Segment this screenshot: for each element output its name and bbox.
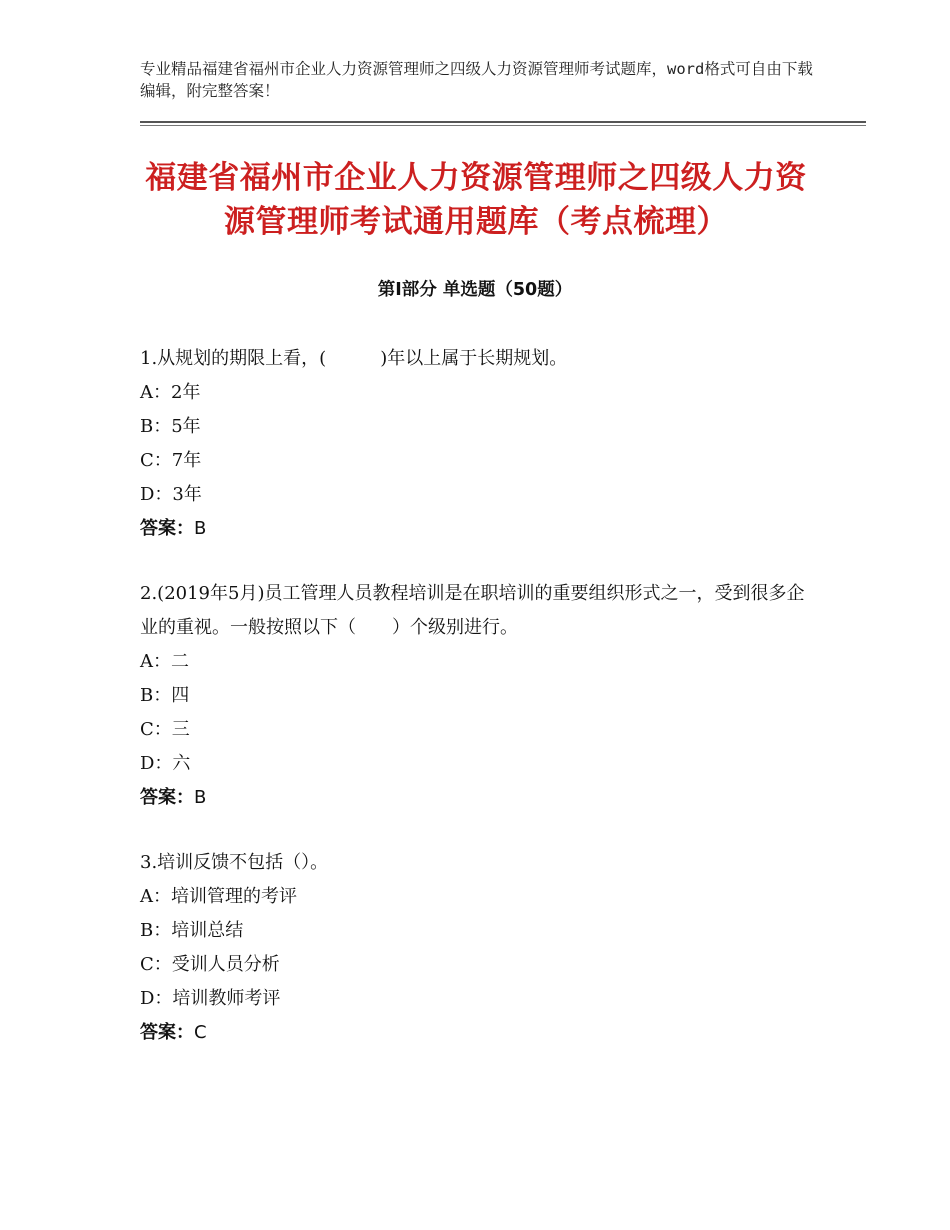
- question-3: [140, 846, 810, 1050]
- answer-line: [140, 781, 810, 815]
- header-divider-thick: [140, 121, 866, 123]
- answer-value: B: [194, 518, 207, 539]
- header-divider-thin: [140, 125, 866, 126]
- option-a: A：2年: [140, 382, 201, 403]
- question-list: [140, 342, 810, 1081]
- answer-label: 答案：: [140, 518, 194, 539]
- option-d: D：培训教师考评: [140, 988, 281, 1009]
- answer-value: B: [194, 787, 207, 808]
- question-stem: 2.(2019年5月)员工管理人员教程培训是在职培训的重要组织形式之一，受到很多企业的重视。一般按照以下（ ）个级别进行。: [140, 583, 805, 638]
- question-stem: 3.培训反馈不包括（）。: [140, 852, 329, 873]
- answer-value: C: [194, 1022, 207, 1043]
- header-note: 专业精品福建省福州市企业人力资源管理师之四级人力资源管理师考试题库，word格式可自由下载编辑，附完整答案！: [140, 60, 813, 100]
- answer-line: [140, 1016, 810, 1050]
- option-a: A：培训管理的考评: [140, 886, 297, 907]
- option-b: B：培训总结: [140, 920, 244, 941]
- document-title: 福建省福州市企业人力资源管理师之四级人力资源管理师考试通用题库（考点梳理）: [145, 160, 807, 240]
- option-c: C：7年: [140, 450, 202, 471]
- option-b: B：四: [140, 685, 190, 706]
- option-c: C：受训人员分析: [140, 954, 280, 975]
- answer-label: 答案：: [140, 787, 194, 808]
- option-b: B：5年: [140, 416, 201, 437]
- option-a: A：二: [140, 651, 189, 672]
- answer-line: [140, 512, 810, 546]
- option-d: D：3年: [140, 484, 202, 505]
- question-1: [140, 342, 810, 546]
- question-2: [140, 577, 810, 815]
- question-stem: 1.从规划的期限上看，( )年以上属于长期规划。: [140, 348, 568, 369]
- answer-label: 答案：: [140, 1022, 194, 1043]
- option-d: D：六: [140, 753, 191, 774]
- section-heading: 第Ⅰ部分 单选题（50题）: [377, 280, 573, 300]
- option-c: C：三: [140, 719, 190, 740]
